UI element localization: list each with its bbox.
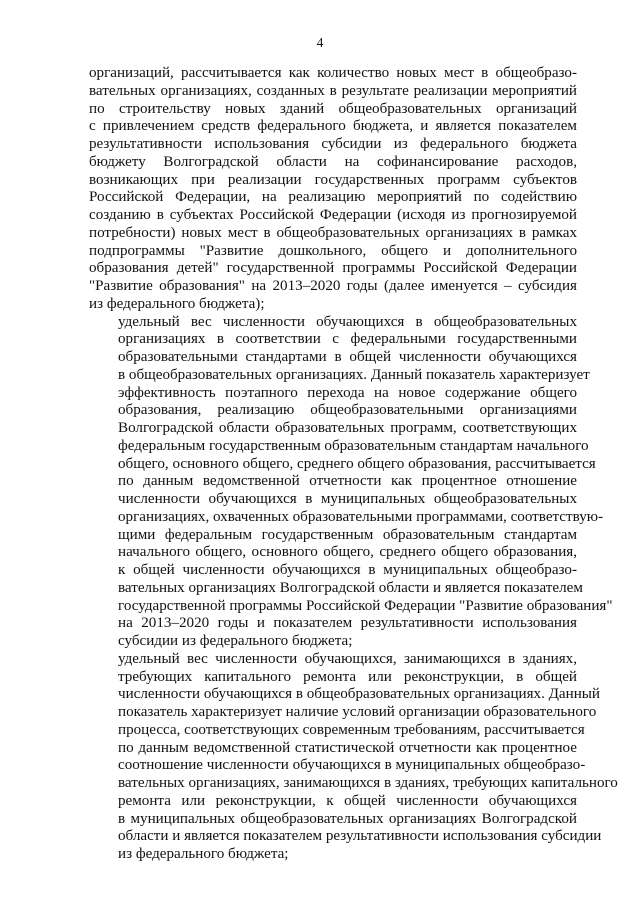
text-line: образования детей" государственной программы Российской Федерации (89, 260, 577, 277)
text-line: численности обучающихся в муниципальных общеобразовательных (118, 491, 577, 507)
text-line: по строительству новых зданий общеобразовательных организаций (89, 100, 577, 117)
text-line: области и является показателем результативности использования субсидии (118, 828, 602, 845)
text-line: требующих капитального ремонта или реконструкции, в общей (118, 668, 577, 685)
text-line: начального общего, основного общего, среднего общего образования, (118, 544, 577, 561)
text-line: вательных организациях, созданных в результате реализации мероприятий (89, 82, 577, 99)
text-line: Российской Федерации, на реализацию мероприятий по содействию (89, 189, 577, 206)
paragraph-3 (89, 650, 618, 864)
document-body (89, 65, 618, 864)
text-line: эффективность поэтапного перехода на новое содержание общего (118, 384, 577, 401)
text-line: организациях в соответствии с федеральными государственными (118, 331, 577, 348)
text-line: государственной программы Российской Федерации "Развитие образования" (118, 597, 613, 614)
text-line: возникающих при реализации государственных программ субъектов (89, 171, 577, 188)
text-line: образования, реализацию общеобразовательными организациями (118, 402, 577, 419)
text-line: процесса, соответствующих современным требованиям, рассчитывается (118, 721, 585, 738)
text-line: субсидии из федерального бюджета; (118, 633, 353, 649)
text-line: с привлечением средств федерального бюджета, и является показателем (89, 118, 577, 135)
text-line: показатель характеризует наличие условий организации образовательного (118, 704, 597, 720)
text-line: из федерального бюджета); (89, 295, 265, 312)
text-line: результативности использования субсидии из федерального бюджета (89, 136, 577, 152)
text-line: "Развитие образования" на 2013–2020 годы (далее именуется – субсидия (89, 278, 577, 294)
text-line: к общей численности обучающихся в муниципальных общеобразо- (118, 562, 577, 578)
text-line: по данным ведомственной отчетности как процентное отношение (118, 473, 577, 490)
text-line: удельный вес численности обучающихся в общеобразовательных (118, 313, 577, 330)
text-line: ремонта или реконструкции, к общей численности обучающихся (118, 792, 577, 809)
text-line: федеральным государственным образовательным стандартам начального (118, 437, 589, 454)
text-line: Волгоградской области образовательных программ, соответствующих (118, 420, 577, 436)
text-line: вательных организациях, занимающихся в зданиях, требующих капитального (118, 775, 618, 791)
text-line: по данным ведомственной статистической отчетности как процентное (118, 739, 577, 756)
text-line: вательных организациях Волгоградской области и является показателем (118, 579, 583, 596)
page-number: 4 (316, 35, 324, 50)
text-line: удельный вес численности обучающихся, занимающихся в зданиях, (118, 650, 577, 667)
text-line: образовательными стандартами в общей численности обучающихся (118, 349, 577, 365)
paragraph-2 (89, 313, 613, 651)
text-line: численности обучающихся в общеобразовательных организациях. Данный (118, 686, 601, 703)
text-line: подпрограммы "Развитие дошкольного, общего и дополнительного (89, 242, 577, 259)
paragraph-1 (89, 65, 577, 314)
text-line: на 2013–2020 годы и показателем результативности использования (118, 615, 577, 632)
text-line: соотношение численности обучающихся в муниципальных общеобразо- (118, 757, 586, 774)
text-line: в муниципальных общеобразовательных организациях Волгоградской (118, 810, 577, 827)
text-line: из федерального бюджета; (118, 846, 289, 862)
text-line: потребности) новых мест в общеобразовательных организациях в рамках (89, 224, 577, 241)
text-line: щими федеральным государственным образовательным стандартам (118, 526, 577, 543)
text-line: созданию в субъектах Российской Федерации (исходя из прогнозируемой (89, 207, 577, 223)
text-line: общего, основного общего, среднего общего образования, рассчитывается (118, 455, 596, 472)
text-line: в общеобразовательных организациях. Данный показатель характеризует (118, 366, 590, 383)
text-line: организациях, охваченных образовательными программами, соответствую- (118, 508, 604, 525)
text-line: бюджету Волгоградской области на софинансирование расходов, (89, 153, 577, 170)
text-line: организаций, рассчитывается как количество новых мест в общеобразо- (89, 65, 577, 81)
